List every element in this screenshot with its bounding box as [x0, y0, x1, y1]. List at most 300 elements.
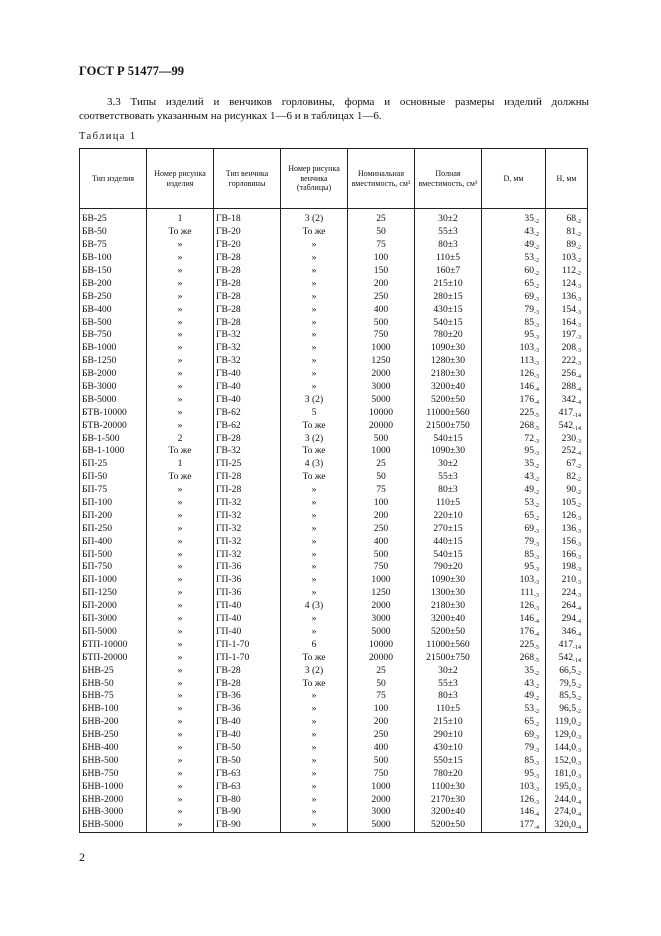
d-tolerance: -4	[534, 631, 539, 638]
h-tolerance: -4	[576, 631, 581, 638]
cell-neck-type: ГВ-80	[214, 793, 281, 806]
cell-full: 21500±750	[415, 419, 482, 432]
cell-neck-figure: »	[281, 742, 348, 755]
cell-h	[546, 600, 588, 613]
cell-d	[482, 484, 546, 497]
table-row	[80, 664, 588, 677]
table-row	[80, 239, 588, 252]
cell-neck-figure: 4 (3)	[281, 600, 348, 613]
h-value: 542	[558, 651, 573, 663]
cell-nominal: 500	[348, 316, 415, 329]
cell-figure: »	[147, 548, 214, 561]
cell-h	[546, 548, 588, 561]
d-tolerance: -3	[534, 541, 539, 548]
cell-neck-figure: »	[281, 548, 348, 561]
cell-neck-type: ГВ-28	[214, 265, 281, 278]
cell-figure: »	[147, 664, 214, 677]
cell-figure: »	[147, 419, 214, 432]
cell-figure: »	[147, 626, 214, 639]
cell-d	[482, 626, 546, 639]
d-tolerance: -3	[534, 580, 539, 587]
cell-type: БВ-2000	[80, 368, 147, 381]
cell-neck-figure: »	[281, 522, 348, 535]
cell-type: БП-25	[80, 458, 147, 471]
cell-full: 550±15	[415, 754, 482, 767]
d-tolerance: -3	[534, 606, 539, 613]
cell-nominal: 500	[348, 754, 415, 767]
d-value: 65	[524, 277, 534, 289]
cell-nominal: 750	[348, 767, 415, 780]
h-tolerance: -2	[576, 232, 581, 239]
cell-h	[546, 651, 588, 664]
d-tolerance: -2	[534, 503, 539, 510]
cell-neck-figure: »	[281, 252, 348, 265]
cell-neck-figure: »	[281, 342, 348, 355]
h-tolerance: -3	[576, 786, 581, 793]
cell-h	[546, 819, 588, 832]
table-row	[80, 368, 588, 381]
table-row	[80, 471, 588, 484]
cell-h	[546, 209, 588, 226]
cell-full: 11000±560	[415, 406, 482, 419]
table-row	[80, 600, 588, 613]
h-value: 166	[561, 548, 576, 560]
table-body	[80, 209, 588, 833]
h-value: 542	[558, 419, 573, 431]
cell-full: 2180±30	[415, 600, 482, 613]
h-value: 417	[558, 638, 573, 650]
d-value: 85	[524, 316, 534, 328]
cell-h	[546, 793, 588, 806]
cell-type: БНВ-750	[80, 767, 147, 780]
cell-type: БВ-1-500	[80, 432, 147, 445]
d-value: 43	[524, 471, 534, 483]
d-tolerance: -3	[534, 322, 539, 329]
h-tolerance: -4	[576, 399, 581, 406]
cell-neck-type: ГВ-20	[214, 239, 281, 252]
cell-h	[546, 806, 588, 819]
table-row	[80, 419, 588, 432]
cell-nominal: 50	[348, 226, 415, 239]
d-tolerance: -4	[534, 387, 539, 394]
cell-neck-figure: То же	[281, 419, 348, 432]
d-tolerance: -2	[534, 271, 539, 277]
cell-neck-type: ГВ-40	[214, 368, 281, 381]
d-value: 69	[524, 729, 534, 741]
cell-h	[546, 677, 588, 690]
cell-figure: »	[147, 754, 214, 767]
cell-full: 11000±560	[415, 638, 482, 651]
d-value: 225	[519, 406, 534, 418]
h-tolerance: -2	[576, 670, 581, 677]
table-row	[80, 677, 588, 690]
h-tolerance: -3	[576, 309, 581, 316]
cell-full: 1100±30	[415, 780, 482, 793]
cell-type: БНВ-1000	[80, 780, 147, 793]
table-row	[80, 432, 588, 445]
d-value: 95	[524, 767, 534, 779]
cell-d	[482, 381, 546, 394]
cell-full: 540±15	[415, 432, 482, 445]
cell-full: 430±15	[415, 303, 482, 316]
table-row	[80, 716, 588, 729]
table-row	[80, 277, 588, 290]
table-row	[80, 703, 588, 716]
d-tolerance: -2	[534, 722, 539, 729]
cell-figure: »	[147, 239, 214, 252]
col-header-d: D, мм	[482, 149, 546, 209]
cell-figure: »	[147, 522, 214, 535]
h-tolerance: -2	[576, 464, 581, 471]
cell-full: 540±15	[415, 316, 482, 329]
cell-neck-figure: »	[281, 767, 348, 780]
cell-neck-figure: 4 (3)	[281, 458, 348, 471]
d-value: 225	[519, 638, 534, 650]
table-row	[80, 316, 588, 329]
cell-neck-type: ГВ-32	[214, 329, 281, 342]
cell-full: 80±3	[415, 484, 482, 497]
cell-d	[482, 677, 546, 690]
cell-d	[482, 729, 546, 742]
table-row	[80, 342, 588, 355]
table-row	[80, 780, 588, 793]
h-value: 224	[561, 587, 576, 599]
cell-nominal: 3000	[348, 806, 415, 819]
page-number: 2	[79, 850, 85, 864]
cell-d	[482, 690, 546, 703]
cell-neck-type: ГВ-28	[214, 277, 281, 290]
cell-neck-type: ГВ-90	[214, 806, 281, 819]
cell-nominal: 3000	[348, 381, 415, 394]
cell-figure: »	[147, 793, 214, 806]
d-tolerance: -2	[534, 219, 539, 226]
cell-type: БВ-5000	[80, 393, 147, 406]
cell-neck-figure: »	[281, 329, 348, 342]
cell-figure: То же	[147, 226, 214, 239]
d-tolerance: -2	[534, 283, 539, 290]
cell-h	[546, 587, 588, 600]
cell-neck-type: ГВ-50	[214, 754, 281, 767]
cell-nominal: 5000	[348, 393, 415, 406]
cell-d	[482, 664, 546, 677]
cell-full: 5200±50	[415, 626, 482, 639]
cell-neck-type: ГП-1-70	[214, 638, 281, 651]
cell-full: 55±3	[415, 226, 482, 239]
cell-full: 1090±30	[415, 342, 482, 355]
cell-figure: »	[147, 342, 214, 355]
h-tolerance: -4	[576, 825, 581, 832]
h-tolerance: -3	[576, 296, 581, 303]
cell-h	[546, 509, 588, 522]
table-header-row	[80, 149, 588, 209]
d-tolerance: -3	[534, 296, 539, 303]
d-value: 43	[524, 677, 534, 689]
cell-nominal: 200	[348, 716, 415, 729]
cell-neck-type: ГВ-28	[214, 664, 281, 677]
col-header-full: Полная вместимость, см³	[415, 149, 482, 209]
cell-neck-figure: »	[281, 277, 348, 290]
cell-h	[546, 664, 588, 677]
h-value: 210	[561, 574, 576, 586]
cell-full: 30±2	[415, 209, 482, 226]
cell-full: 780±20	[415, 767, 482, 780]
d-value: 146	[519, 613, 534, 625]
cell-h	[546, 574, 588, 587]
h-tolerance: -4	[576, 619, 581, 626]
cell-figure: »	[147, 497, 214, 510]
cell-neck-figure: »	[281, 716, 348, 729]
cell-neck-type: ГВ-36	[214, 690, 281, 703]
cell-full: 110±5	[415, 703, 482, 716]
cell-figure: »	[147, 742, 214, 755]
cell-full: 3200±40	[415, 381, 482, 394]
cell-neck-type: ГВ-20	[214, 226, 281, 239]
d-value: 95	[524, 329, 534, 341]
d-tolerance: -5	[534, 657, 539, 664]
cell-d	[482, 638, 546, 651]
d-value: 79	[524, 741, 534, 753]
h-tolerance: -3	[576, 438, 581, 445]
cell-d	[482, 252, 546, 265]
cell-h	[546, 522, 588, 535]
h-tolerance: -3	[576, 567, 581, 574]
d-value: 268	[519, 651, 534, 663]
cell-figure: »	[147, 767, 214, 780]
cell-neck-figure: То же	[281, 677, 348, 690]
h-tolerance: -2	[576, 503, 581, 510]
cell-neck-type: ГП-28	[214, 484, 281, 497]
h-value: 208	[561, 342, 576, 354]
cell-type: БНВ-25	[80, 664, 147, 677]
cell-neck-figure: »	[281, 626, 348, 639]
h-value: 156	[561, 535, 576, 547]
cell-neck-type: ГВ-32	[214, 445, 281, 458]
cell-d	[482, 290, 546, 303]
cell-full: 3200±40	[415, 613, 482, 626]
d-tolerance: -3	[534, 335, 539, 342]
d-value: 85	[524, 548, 534, 560]
cell-full: 440±15	[415, 535, 482, 548]
cell-neck-type: ГВ-28	[214, 316, 281, 329]
cell-type: БП-250	[80, 522, 147, 535]
d-value: 95	[524, 445, 534, 457]
cell-nominal: 150	[348, 265, 415, 278]
h-value: 129,0	[554, 729, 576, 741]
table-row	[80, 613, 588, 626]
table-row	[80, 445, 588, 458]
cell-d	[482, 780, 546, 793]
cell-d	[482, 703, 546, 716]
cell-h	[546, 703, 588, 716]
h-value: 230	[561, 432, 576, 444]
cell-figure: »	[147, 638, 214, 651]
h-tolerance: -4	[576, 606, 581, 613]
cell-h	[546, 265, 588, 278]
cell-figure: »	[147, 613, 214, 626]
cell-full: 110±5	[415, 497, 482, 510]
cell-type: БНВ-3000	[80, 806, 147, 819]
cell-type: БВ-75	[80, 239, 147, 252]
h-tolerance: -3	[576, 528, 581, 535]
cell-d	[482, 574, 546, 587]
cell-neck-figure: »	[281, 497, 348, 510]
cell-d	[482, 600, 546, 613]
cell-type: БВ-500	[80, 316, 147, 329]
cell-full: 110±5	[415, 252, 482, 265]
d-value: 146	[519, 381, 534, 393]
cell-neck-figure: То же	[281, 471, 348, 484]
cell-d	[482, 265, 546, 278]
cell-full: 280±15	[415, 290, 482, 303]
d-value: 176	[519, 625, 534, 637]
h-value: 244,0	[554, 793, 576, 805]
dimensions-table	[79, 148, 588, 833]
cell-nominal: 25	[348, 458, 415, 471]
d-value: 49	[524, 239, 534, 251]
cell-h	[546, 471, 588, 484]
d-tolerance: -3	[534, 760, 539, 767]
col-header-h: H, мм	[546, 149, 588, 209]
cell-full: 220±10	[415, 509, 482, 522]
h-value: 136	[561, 290, 576, 302]
cell-neck-figure: »	[281, 690, 348, 703]
cell-h	[546, 381, 588, 394]
table-row	[80, 381, 588, 394]
cell-figure: »	[147, 406, 214, 419]
cell-nominal: 250	[348, 729, 415, 742]
cell-d	[482, 535, 546, 548]
h-tolerance: -3	[576, 322, 581, 329]
cell-figure: »	[147, 303, 214, 316]
cell-h	[546, 303, 588, 316]
cell-type: БВ-200	[80, 277, 147, 290]
h-tolerance: -3	[576, 361, 581, 368]
d-tolerance: -2	[534, 490, 539, 497]
cell-neck-type: ГП-25	[214, 458, 281, 471]
cell-nominal: 20000	[348, 419, 415, 432]
h-value: 85,5	[559, 690, 576, 702]
cell-neck-figure: »	[281, 368, 348, 381]
d-value: 60	[524, 265, 534, 276]
cell-neck-figure: »	[281, 381, 348, 394]
cell-d	[482, 277, 546, 290]
h-tolerance: -3	[576, 541, 581, 548]
d-tolerance: -2	[534, 258, 539, 265]
col-header-neck-figure: Номер рисунка венчика (таблицы)	[281, 149, 348, 209]
cell-figure: »	[147, 484, 214, 497]
h-value: 89	[566, 239, 576, 251]
d-tolerance: -2	[534, 477, 539, 484]
cell-neck-type: ГП-32	[214, 522, 281, 535]
cell-type: БНВ-50	[80, 677, 147, 690]
cell-type: БВ-250	[80, 290, 147, 303]
cell-full: 80±3	[415, 690, 482, 703]
cell-full: 1090±30	[415, 574, 482, 587]
cell-neck-type: ГВ-28	[214, 432, 281, 445]
d-tolerance: -3	[534, 567, 539, 574]
cell-neck-type: ГВ-90	[214, 819, 281, 832]
table-row	[80, 767, 588, 780]
cell-d	[482, 316, 546, 329]
cell-neck-figure: »	[281, 290, 348, 303]
cell-neck-type: ГП-40	[214, 613, 281, 626]
intro-paragraph	[79, 95, 589, 123]
table-row	[80, 793, 588, 806]
cell-d	[482, 561, 546, 574]
table-row	[80, 587, 588, 600]
d-tolerance: -5	[534, 644, 539, 651]
h-value: 417	[558, 406, 573, 418]
cell-full: 430±10	[415, 742, 482, 755]
cell-full: 1090±30	[415, 445, 482, 458]
cell-neck-figure: »	[281, 780, 348, 793]
cell-d	[482, 445, 546, 458]
cell-full: 80±3	[415, 239, 482, 252]
h-tolerance: -3	[576, 580, 581, 587]
cell-neck-type: ГВ-40	[214, 381, 281, 394]
d-value: 49	[524, 484, 534, 496]
cell-h	[546, 342, 588, 355]
h-value: 195,0	[554, 780, 576, 792]
cell-full: 780±20	[415, 329, 482, 342]
d-value: 126	[519, 793, 534, 805]
cell-nominal: 100	[348, 703, 415, 716]
h-tolerance: -2	[576, 722, 581, 729]
cell-full: 1300±30	[415, 587, 482, 600]
d-tolerance: -3	[534, 799, 539, 806]
d-tolerance: -3	[534, 348, 539, 355]
cell-neck-type: ГВ-63	[214, 767, 281, 780]
cell-d	[482, 432, 546, 445]
cell-type: БП-1000	[80, 574, 147, 587]
h-value: 222	[561, 355, 576, 367]
cell-h	[546, 690, 588, 703]
cell-nominal: 2000	[348, 368, 415, 381]
cell-nominal: 250	[348, 522, 415, 535]
table-row	[80, 638, 588, 651]
d-tolerance: -4	[534, 399, 539, 406]
cell-full: 270±15	[415, 522, 482, 535]
cell-figure: »	[147, 574, 214, 587]
table-row	[80, 290, 588, 303]
h-value: 67	[566, 458, 576, 470]
cell-type: БП-1250	[80, 587, 147, 600]
cell-d	[482, 819, 546, 832]
h-value: 264	[561, 600, 576, 612]
cell-neck-figure: »	[281, 561, 348, 574]
cell-h	[546, 626, 588, 639]
h-value: 119,0	[554, 716, 576, 728]
table-row	[80, 265, 588, 278]
h-tolerance: -3	[576, 283, 581, 290]
d-value: 103	[519, 342, 534, 354]
cell-neck-type: ГП-28	[214, 471, 281, 484]
d-value: 49	[524, 690, 534, 702]
h-tolerance: -3	[576, 747, 581, 754]
table-row	[80, 355, 588, 368]
cell-full: 5200±50	[415, 819, 482, 832]
cell-figure: »	[147, 329, 214, 342]
h-tolerance: -3	[576, 773, 581, 780]
d-value: 69	[524, 290, 534, 302]
cell-h	[546, 252, 588, 265]
cell-neck-figure: »	[281, 484, 348, 497]
intro-text: 3.3 Типы изделий и венчиков горловины, форма и основные размеры изделий должны соответствовать указанным на рисунках 1—6 и в таблицах 1—6.	[79, 96, 589, 122]
d-value: 79	[524, 303, 534, 315]
cell-h	[546, 754, 588, 767]
cell-neck-type: ГВ-50	[214, 742, 281, 755]
cell-h	[546, 316, 588, 329]
